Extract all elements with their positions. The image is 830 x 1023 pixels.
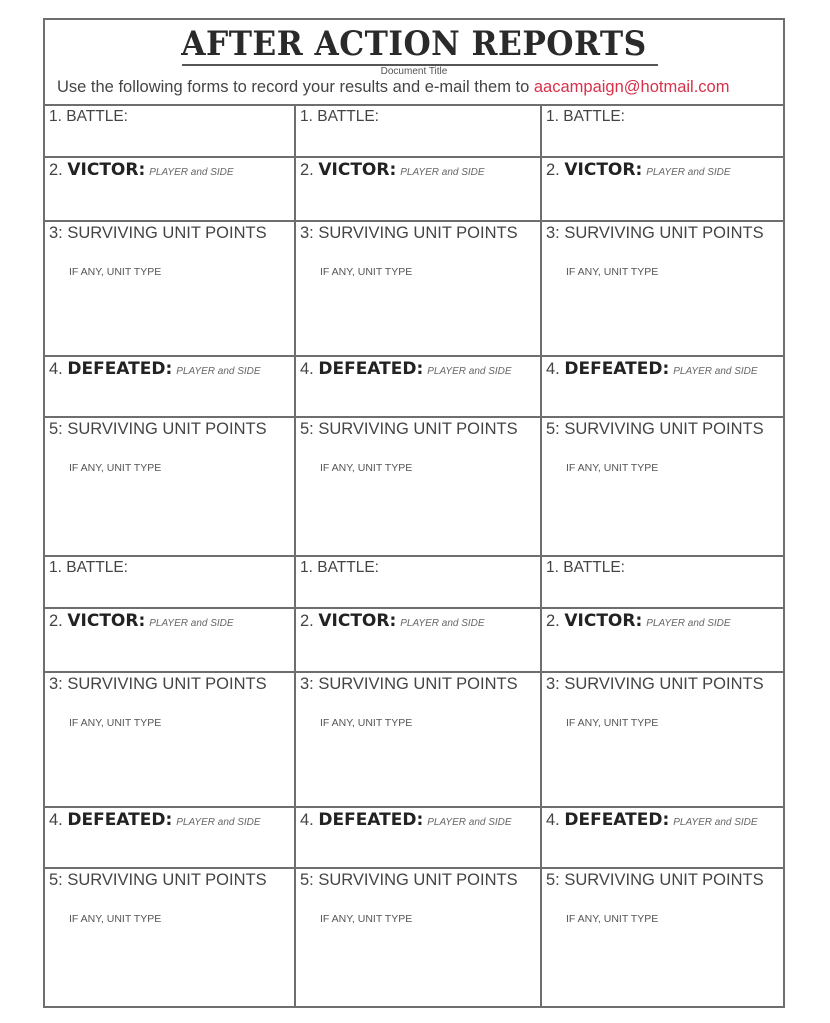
victor-hint: PLAYER and SIDE bbox=[646, 618, 731, 629]
victor-field[interactable] bbox=[540, 609, 783, 671]
victor-number: 2. bbox=[546, 161, 565, 179]
surviving-defeated-row bbox=[45, 867, 783, 1006]
defeated-number: 4. bbox=[546, 811, 565, 829]
surviving-points-field[interactable] bbox=[540, 222, 783, 355]
defeated-field[interactable] bbox=[540, 808, 783, 867]
defeated-label: DEFEATED: bbox=[564, 810, 670, 830]
report-block bbox=[45, 104, 783, 555]
page-title: AFTER ACTION REPORTS bbox=[181, 24, 647, 64]
victor-label: VICTOR: bbox=[318, 611, 397, 631]
victor-label: VICTOR: bbox=[318, 160, 397, 180]
defeated-hint: PLAYER and SIDE bbox=[673, 366, 758, 377]
surviving-points-field[interactable] bbox=[294, 673, 540, 806]
battle-label: 1. BATTLE: bbox=[300, 559, 379, 576]
defeated-number: 4. bbox=[300, 811, 319, 829]
victor-label: VICTOR: bbox=[67, 160, 146, 180]
defeated-number: 4. bbox=[300, 360, 319, 378]
battle-label: 1. BATTLE: bbox=[546, 559, 625, 576]
defeated-field[interactable] bbox=[540, 357, 783, 416]
report-page bbox=[43, 18, 785, 1008]
battle-field[interactable] bbox=[540, 557, 783, 607]
surviving-victor-row bbox=[45, 671, 783, 806]
surviving-points-field[interactable] bbox=[540, 673, 783, 806]
surviving-label: 3: SURVIVING UNIT POINTS bbox=[300, 224, 518, 242]
defeated-field[interactable] bbox=[294, 808, 540, 867]
victor-row bbox=[45, 156, 783, 220]
defeated-label: DEFEATED: bbox=[67, 810, 173, 830]
victor-label: VICTOR: bbox=[564, 160, 643, 180]
defeated-hint: PLAYER and SIDE bbox=[427, 366, 512, 377]
defeated-hint: PLAYER and SIDE bbox=[176, 366, 261, 377]
battle-field[interactable] bbox=[540, 106, 783, 156]
instructions-text: Use the following forms to record your results and e-mail them to bbox=[57, 78, 534, 96]
unit-type-hint: IF ANY, UNIT TYPE bbox=[566, 913, 659, 925]
defeated-number: 4. bbox=[546, 360, 565, 378]
unit-type-hint: IF ANY, UNIT TYPE bbox=[320, 462, 413, 474]
unit-type-hint: IF ANY, UNIT TYPE bbox=[69, 462, 162, 474]
unit-type-hint: IF ANY, UNIT TYPE bbox=[69, 913, 162, 925]
surviving-label: 3: SURVIVING UNIT POINTS bbox=[49, 224, 267, 242]
victor-hint: PLAYER and SIDE bbox=[149, 618, 234, 629]
defeated-label: DEFEATED: bbox=[318, 359, 424, 379]
defeated-field[interactable] bbox=[45, 808, 294, 867]
defeated-row bbox=[45, 806, 783, 867]
surviving-label: 3: SURVIVING UNIT POINTS bbox=[49, 675, 267, 693]
defeated-number: 4. bbox=[49, 360, 68, 378]
unit-type-hint: IF ANY, UNIT TYPE bbox=[320, 913, 413, 925]
unit-type-hint: IF ANY, UNIT TYPE bbox=[69, 266, 162, 278]
surviving-label: 5: SURVIVING UNIT POINTS bbox=[546, 420, 764, 438]
surviving-points-field[interactable] bbox=[294, 222, 540, 355]
surviving-label: 5: SURVIVING UNIT POINTS bbox=[49, 871, 267, 889]
defeated-hint: PLAYER and SIDE bbox=[176, 817, 261, 828]
surviving-points-field[interactable] bbox=[540, 418, 783, 555]
surviving-victor-row bbox=[45, 220, 783, 355]
battle-label: 1. BATTLE: bbox=[49, 559, 128, 576]
unit-type-hint: IF ANY, UNIT TYPE bbox=[69, 717, 162, 729]
victor-hint: PLAYER and SIDE bbox=[400, 167, 485, 178]
victor-field[interactable] bbox=[294, 609, 540, 671]
battle-row bbox=[45, 104, 783, 156]
defeated-label: DEFEATED: bbox=[318, 810, 424, 830]
document-subtitle: Document Title bbox=[380, 66, 448, 77]
surviving-label: 3: SURVIVING UNIT POINTS bbox=[546, 224, 764, 242]
victor-field[interactable] bbox=[294, 158, 540, 220]
surviving-points-field[interactable] bbox=[45, 869, 294, 1006]
email-link[interactable]: aacampaign@hotmail.com bbox=[533, 78, 730, 96]
battle-label: 1. BATTLE: bbox=[49, 108, 128, 125]
victor-number: 2. bbox=[300, 612, 319, 630]
surviving-label: 3: SURVIVING UNIT POINTS bbox=[300, 675, 518, 693]
surviving-label: 5: SURVIVING UNIT POINTS bbox=[49, 420, 267, 438]
victor-field[interactable] bbox=[45, 158, 294, 220]
instructions bbox=[57, 78, 729, 97]
defeated-field[interactable] bbox=[45, 357, 294, 416]
victor-number: 2. bbox=[546, 612, 565, 630]
battle-row bbox=[45, 555, 783, 607]
surviving-label: 5: SURVIVING UNIT POINTS bbox=[300, 420, 518, 438]
defeated-hint: PLAYER and SIDE bbox=[673, 817, 758, 828]
surviving-points-field[interactable] bbox=[45, 418, 294, 555]
surviving-points-field[interactable] bbox=[294, 869, 540, 1006]
victor-label: VICTOR: bbox=[564, 611, 643, 631]
victor-hint: PLAYER and SIDE bbox=[149, 167, 234, 178]
report-block bbox=[45, 555, 783, 1006]
victor-hint: PLAYER and SIDE bbox=[400, 618, 485, 629]
defeated-label: DEFEATED: bbox=[564, 359, 670, 379]
unit-type-hint: IF ANY, UNIT TYPE bbox=[566, 717, 659, 729]
page-header bbox=[45, 20, 783, 106]
surviving-label: 5: SURVIVING UNIT POINTS bbox=[300, 871, 518, 889]
unit-type-hint: IF ANY, UNIT TYPE bbox=[566, 266, 659, 278]
battle-field[interactable] bbox=[294, 106, 540, 156]
victor-number: 2. bbox=[300, 161, 319, 179]
surviving-points-field[interactable] bbox=[540, 869, 783, 1006]
victor-field[interactable] bbox=[540, 158, 783, 220]
defeated-hint: PLAYER and SIDE bbox=[427, 817, 512, 828]
battle-label: 1. BATTLE: bbox=[546, 108, 625, 125]
victor-hint: PLAYER and SIDE bbox=[646, 167, 731, 178]
surviving-points-field[interactable] bbox=[294, 418, 540, 555]
victor-label: VICTOR: bbox=[67, 611, 146, 631]
battle-field[interactable] bbox=[45, 106, 294, 156]
battle-field[interactable] bbox=[45, 557, 294, 607]
surviving-points-field[interactable] bbox=[45, 222, 294, 355]
unit-type-hint: IF ANY, UNIT TYPE bbox=[320, 717, 413, 729]
defeated-row bbox=[45, 355, 783, 416]
unit-type-hint: IF ANY, UNIT TYPE bbox=[566, 462, 659, 474]
victor-row bbox=[45, 607, 783, 671]
defeated-number: 4. bbox=[49, 811, 68, 829]
report-grid bbox=[45, 104, 783, 1006]
victor-field[interactable] bbox=[45, 609, 294, 671]
surviving-label: 3: SURVIVING UNIT POINTS bbox=[546, 675, 764, 693]
surviving-defeated-row bbox=[45, 416, 783, 555]
unit-type-hint: IF ANY, UNIT TYPE bbox=[320, 266, 413, 278]
surviving-label: 5: SURVIVING UNIT POINTS bbox=[546, 871, 764, 889]
victor-number: 2. bbox=[49, 612, 68, 630]
battle-field[interactable] bbox=[294, 557, 540, 607]
defeated-label: DEFEATED: bbox=[67, 359, 173, 379]
victor-number: 2. bbox=[49, 161, 68, 179]
surviving-points-field[interactable] bbox=[45, 673, 294, 806]
battle-label: 1. BATTLE: bbox=[300, 108, 379, 125]
defeated-field[interactable] bbox=[294, 357, 540, 416]
